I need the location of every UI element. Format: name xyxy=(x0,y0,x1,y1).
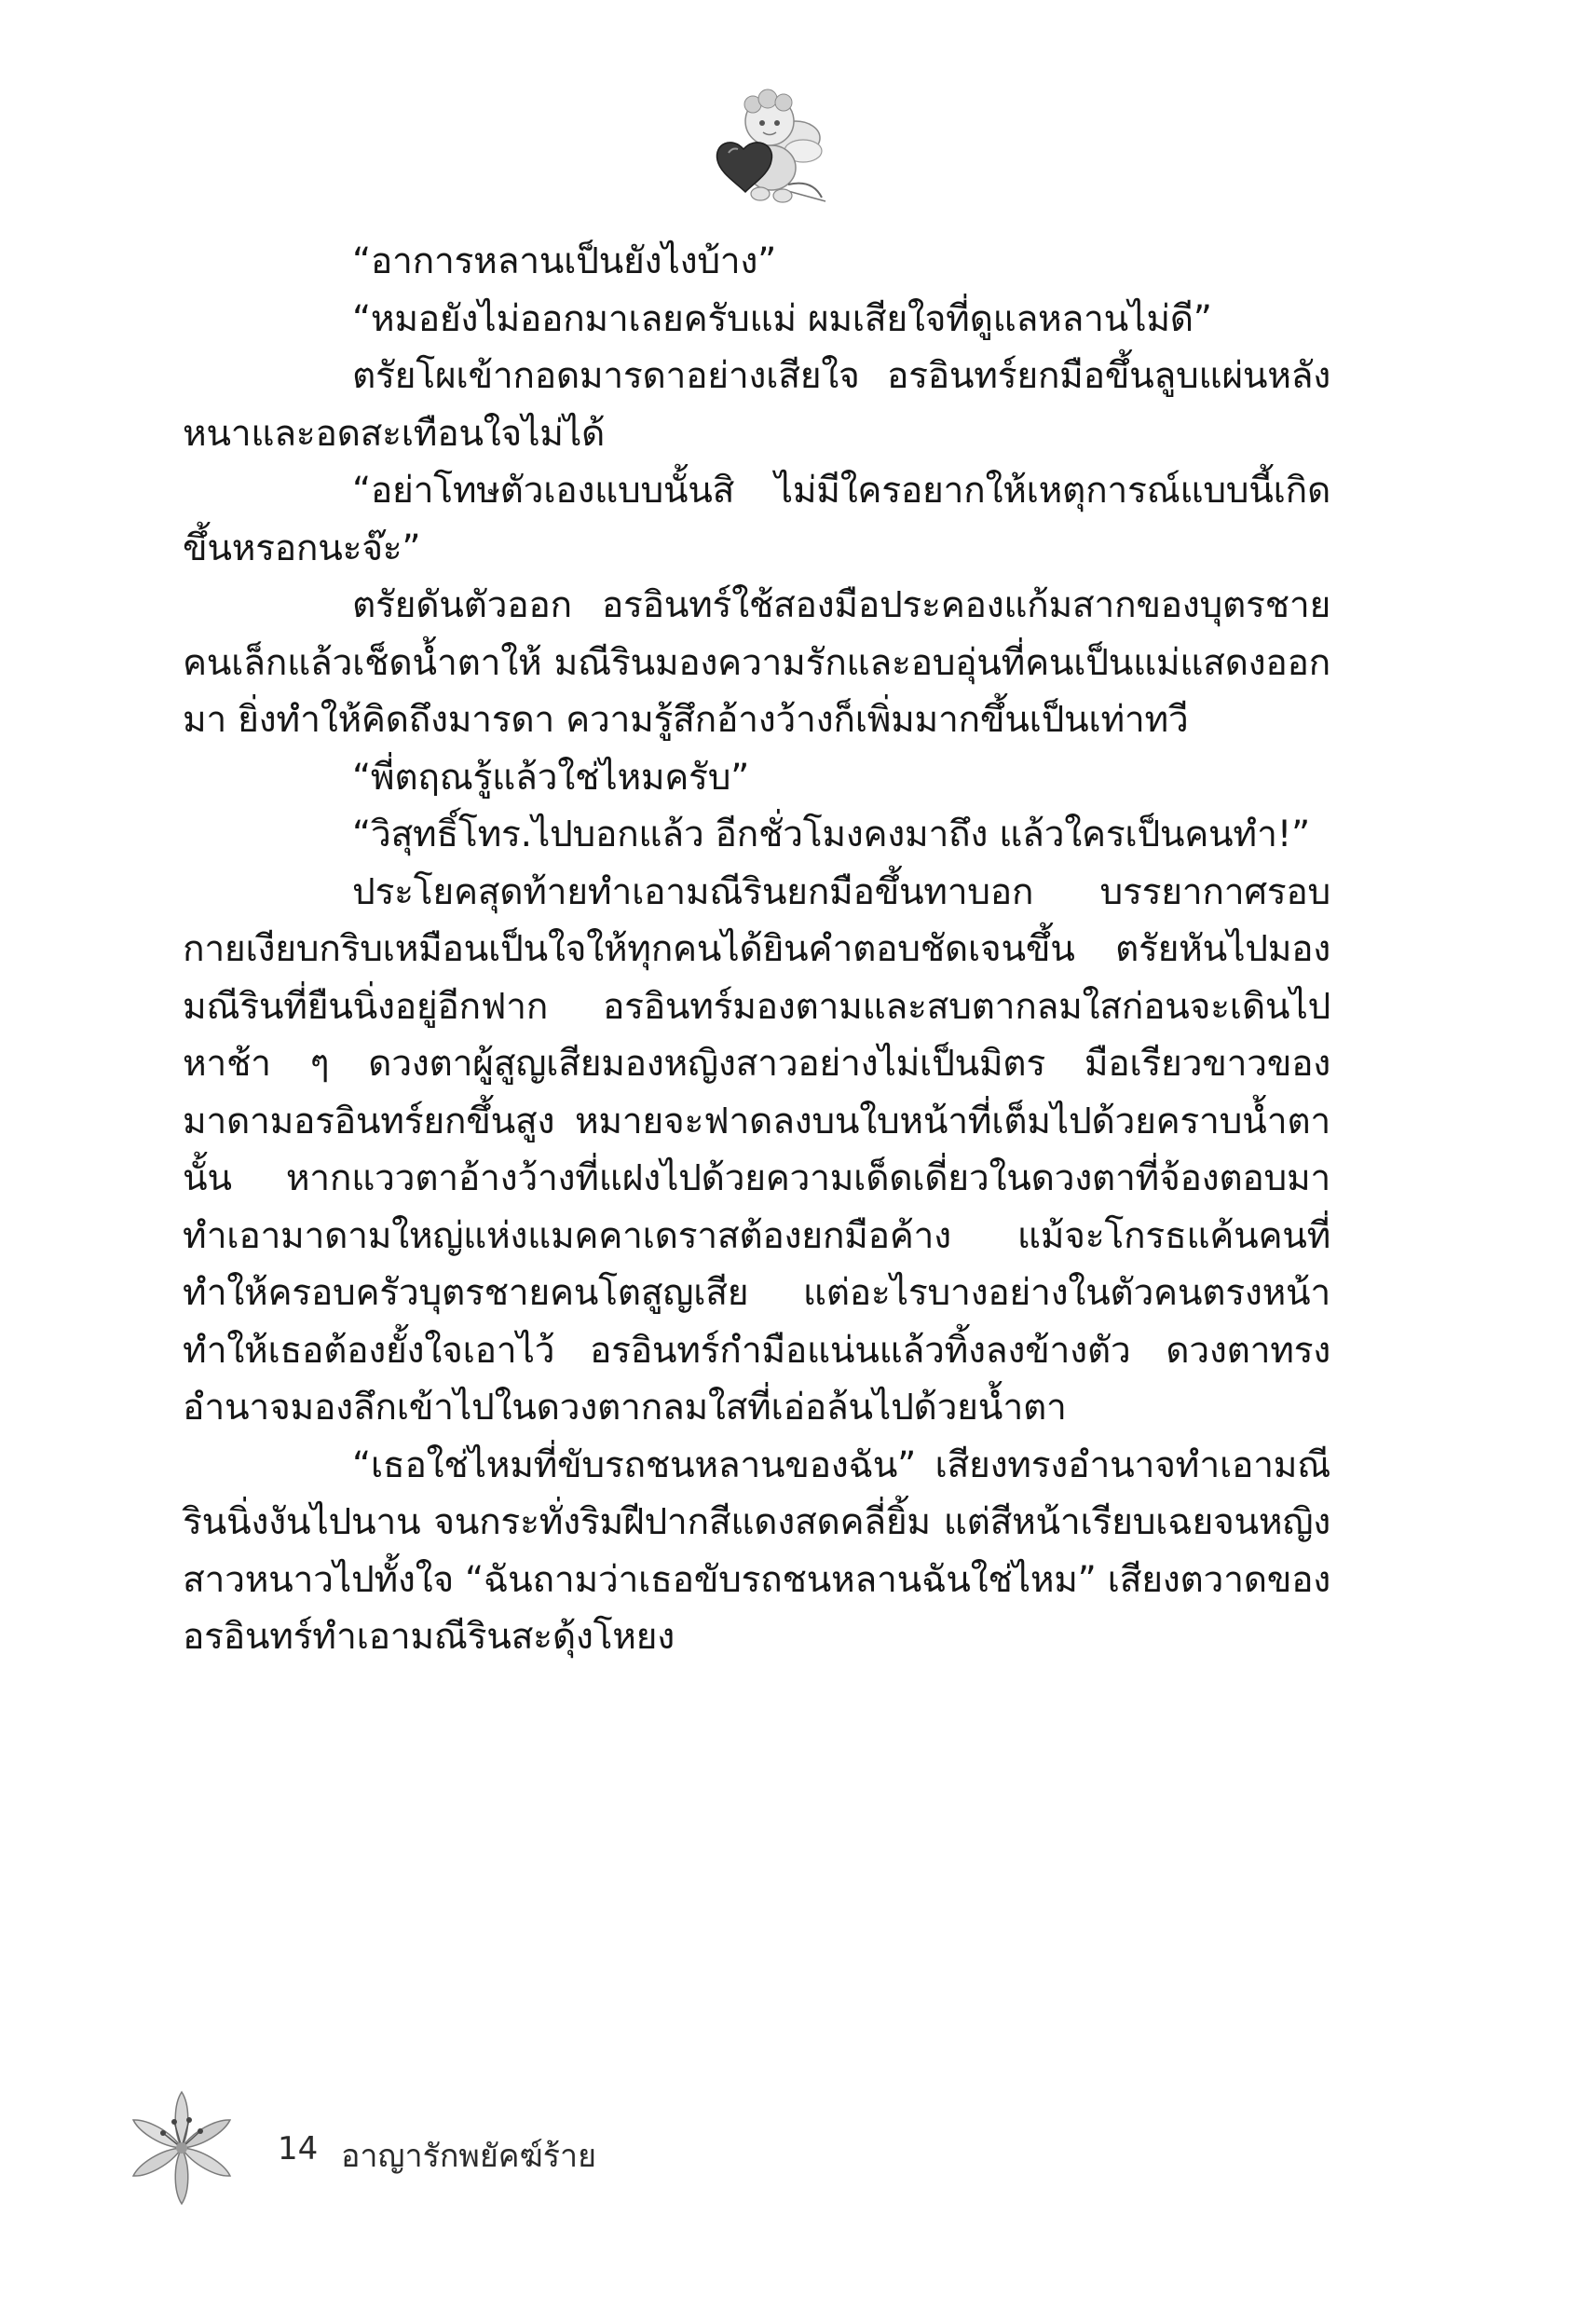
paragraph: ประโยคสุดท้ายทำเอามณีรินยกมือขึ้นทาบอก บรรยากาศรอบกายเงียบกริบเหมือนเป็นใจให้ทุกคนได้ยินคำตอบชัดเจนขึ้น ตรัยหันไปมองมณีรินที่ยืนนิ่งอยู่อีกฟาก อรอินทร์มองตามและสบตากลมใสก่อนจะเดินไปหาช้า ๆ ดวงตาผู้สูญเสียมองหญิงสาวอย่างไม่เป็นมิตร มือเรียวขาวของมาดามอรอินทร์ยกขึ้นสูง หมายจะฟาดลงบนใบหน้าที่เต็มไปด้วยคราบน้ำตานั้น หากแววตาอ้างว้างที่แฝงไปด้วยความเด็ดเดี่ยวในดวงตาที่จ้องตอบมา ทำเอามาดามใหญ่แห่งแมคคาเดราสต้องยกมือค้าง แม้จะโกรธแค้นคนที่ทำให้ครอบครัวบุตรชายคนโตสูญเสีย แต่อะไรบางอย่างในตัวคนตรงหน้าทำให้เธอต้องยั้งใจเอาไว้ อรอินทร์กำมือแน่นแล้วทิ้งลงข้างตัว ดวงตาทรงอำนาจมองลึกเข้าไปในดวงตากลมใสที่เอ่อล้นไปด้วยน้ำตา xyxy=(183,870,1330,1429)
page-number: 14 xyxy=(278,2130,319,2167)
book-title: อาญารักพยัคฆ์ร้าย xyxy=(341,2138,597,2175)
paragraph: “เธอใช่ไหมที่ขับรถชนหลานของฉัน” เสียงทรงอำนาจทำเอามณีรินนิ่งงันไปนาน จนกระทั่งริมฝีปากสีแดงสดคลี่ยิ้ม แต่สีหน้าเรียบเฉยจนหญิงสาวหนาวไปทั้งใจ “ฉันถามว่าเธอขับรถชนหลานฉันใช่ไหม” เสียงตวาดของอรอินทร์ทำเอามณีรินสะดุ้งโหยง xyxy=(183,1443,1330,1658)
cupid-holding-heart-icon xyxy=(695,82,835,212)
story-text xyxy=(183,233,1330,1666)
paragraph: “หมอยังไม่ออกมาเลยครับแม่ ผมเสียใจที่ดูแลหลานไม่ดี” xyxy=(352,297,1212,340)
paragraph: ตรัยโผเข้ากอดมารดาอย่างเสียใจ อรอินทร์ยกมือขึ้นลูบแผ่นหลังหนาและอดสะเทือนใจไม่ได้ xyxy=(183,355,1330,455)
paragraph: “วิสุทธิ์โทร.ไปบอกแล้ว อีกชั่วโมงคงมาถึง แล้วใครเป็นคนทำ!” xyxy=(352,814,1310,855)
paragraph: ตรัยดันตัวออก อรอินทร์ใช้สองมือประคองแก้มสากของบุตรชายคนเล็กแล้วเช็ดน้ำตาให้ มณีรินมองความรักและอบอุ่นที่คนเป็นแม่แสดงออกมา ยิ่งทำให้คิดถึงมารดา ความรู้สึกอ้างว้างก็เพิ่มมากขึ้นเป็นเท่าทวี xyxy=(183,584,1330,741)
paragraph: “อาการหลานเป็นยังไงบ้าง” xyxy=(352,240,777,282)
page-footer xyxy=(121,2087,773,2208)
paragraph: “พี่ตฤณรู้แล้วใช่ไหมครับ” xyxy=(352,756,750,799)
paragraph: “อย่าโทษตัวเองแบบนั้นสิ ไม่มีใครอยากให้เหตุการณ์แบบนี้เกิดขึ้นหรอกนะจ๊ะ” xyxy=(183,470,1330,569)
lily-flower-icon xyxy=(121,2087,242,2208)
